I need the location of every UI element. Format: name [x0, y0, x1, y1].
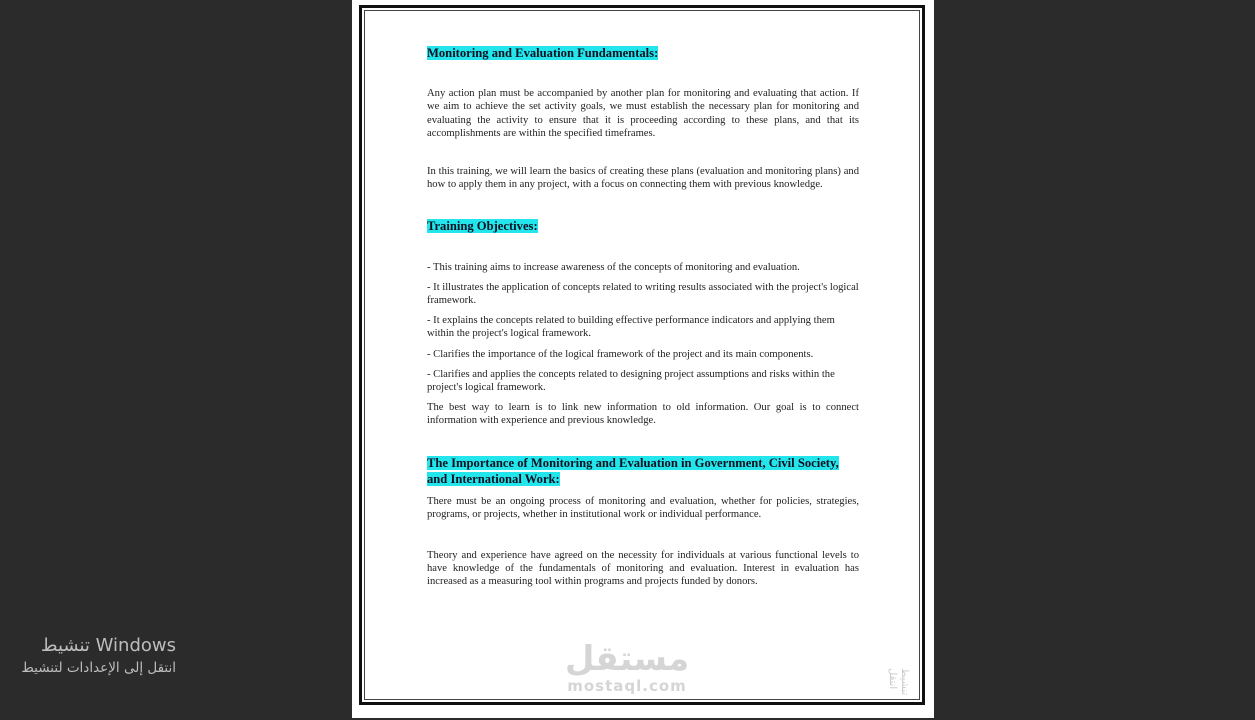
objective-item: - Clarifies and applies the concepts related to designing project assumptions and risks within the project's logical framework.	[427, 368, 835, 394]
objective-item: - It explains the concepts related to building effective performance indicators and applying them within the project's logical framework.	[427, 315, 835, 340]
mostaql-watermark: مستقل mostaql.com	[564, 639, 690, 695]
faded-activation-text: تنشيط انتقل	[887, 668, 910, 696]
activation-subtitle: انتقل إلى الإعدادات لتنشيط	[21, 660, 176, 676]
paragraph-ongoing: There must be an ongoing process of monitoring and evaluation, whether for policies, strategies, programs, or projects, whether in institutional work or individual performance.	[427, 495, 859, 520]
windows-activation-watermark	[0, 634, 176, 678]
document-content	[427, 46, 859, 589]
heading-objectives: Training Objectives:	[427, 219, 538, 234]
document-page	[352, 0, 934, 718]
activation-title: تنشيط Windows	[40, 635, 176, 656]
paragraph-action-plan: Any action plan must be accompanied by another plan for monitoring and evaluating that action. If we aim to achieve the set activity goals, we must establish the necessary plan for monitoring and evaluating the activity to ensure that it is proceeding according to these plans, and that its accomplishments are within the specified timeframes.	[427, 88, 859, 139]
objective-item: - Clarifies the importance of the logical framework of the project and its main components.	[427, 348, 814, 360]
objective-item: - This training aims to increase awareness of the concepts of monitoring and evaluation.	[427, 261, 800, 273]
objective-item: - It illustrates the application of concepts related to writing results associated with the project's logical framework.	[427, 281, 859, 307]
paragraph-theory: Theory and experience have agreed on the necessity for individuals at various functional levels to have knowledge of the fundamentals of monitoring and evaluation. Interest in evaluation has increased as a measuring tool within programs and projects funded by donors.	[427, 550, 859, 588]
heading-fundamentals: Monitoring and Evaluation Fundamentals:	[427, 46, 659, 60]
paragraph-best-way: The best way to learn is to link new information to old information. Our goal is to connect information with experience and previous knowledge.	[427, 402, 859, 427]
heading-importance: The Importance of Monitoring and Evaluation in Government, Civil Society, and International Work:	[427, 455, 839, 486]
paragraph-training: In this training, we will learn the basics of creating these plans (evaluation and monitoring plans) and how to apply them in any project, with a focus on connecting them with previous knowledge.	[427, 166, 859, 191]
